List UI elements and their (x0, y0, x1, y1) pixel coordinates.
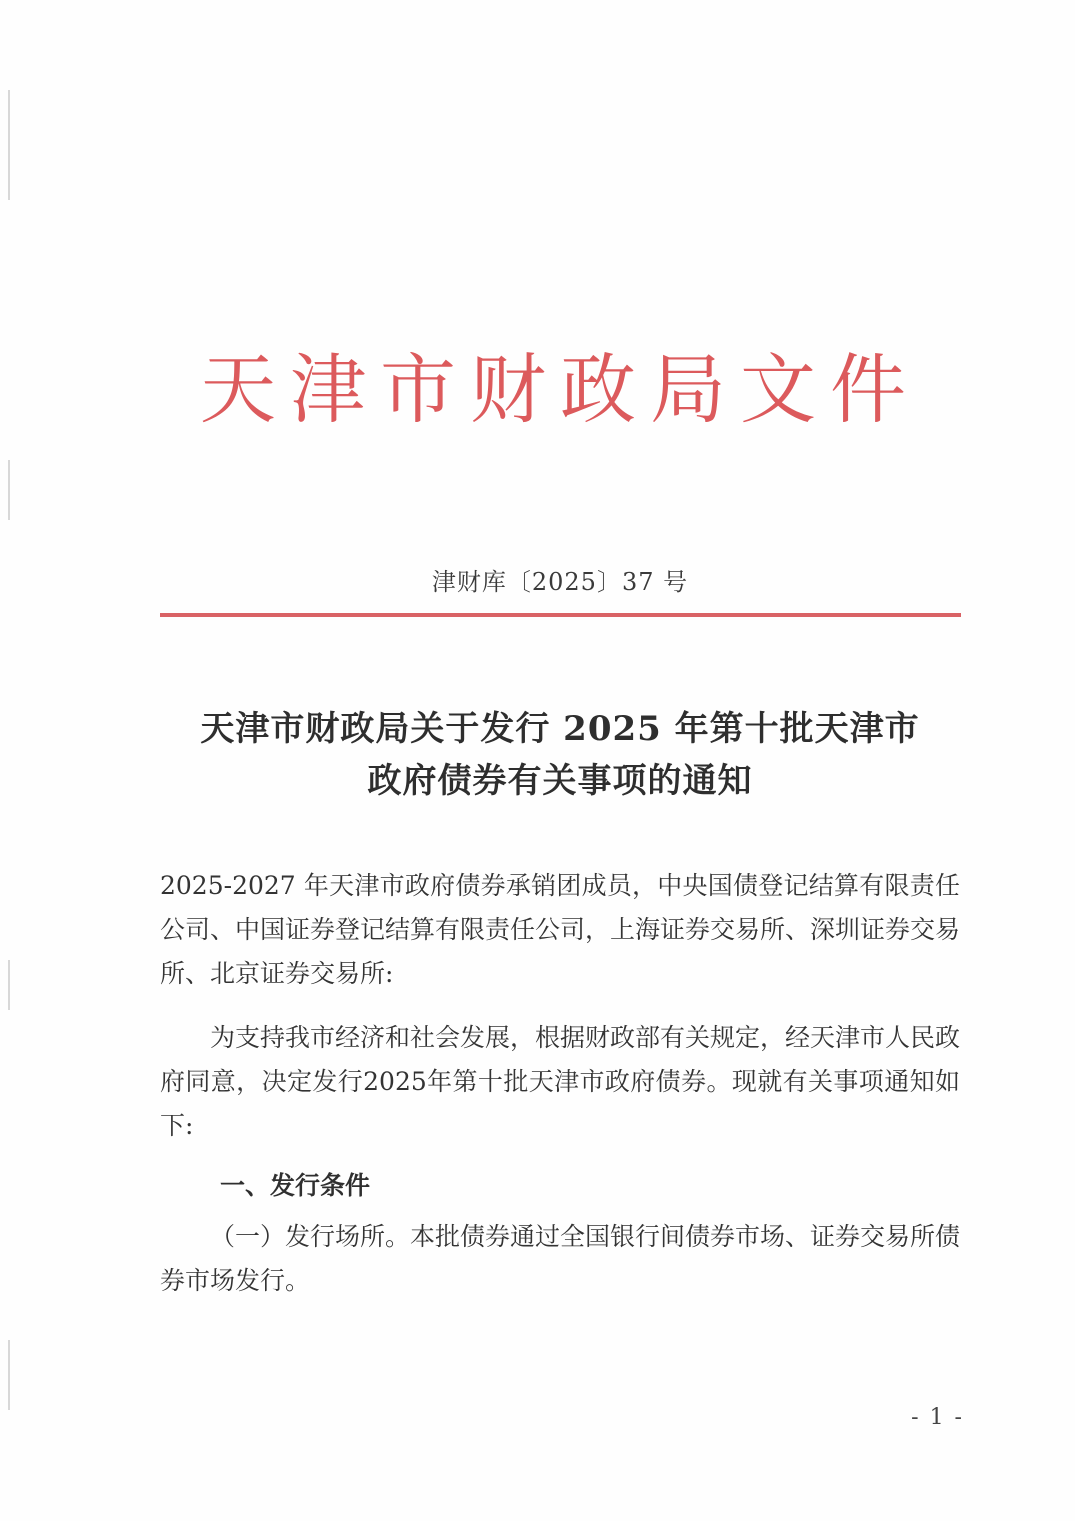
issuance-venue-paragraph: （一）发行场所。本批债券通过全国银行间债券市场、证券交易所债券市场发行。 (160, 1222, 961, 1295)
addressee-paragraph: 2025-2027 年天津市政府债券承销团成员，中央国债登记结算有限责任公司、中国证券登记结算有限责任公司，上海证券交易所、深圳证券交易所、北京证券交易所: (160, 871, 961, 988)
scan-edge-mark (8, 460, 10, 520)
page-number: - 1 - (911, 1405, 964, 1430)
section-heading-issuance-conditions: 一、发行条件 (220, 1171, 371, 1200)
notice-title-line-1: 天津市财政局关于发行 2025 年第十批天津市 (200, 709, 920, 749)
issuer-red-header: 天津市财政局文件 (200, 345, 920, 434)
intro-paragraph: 为支持我市经济和社会发展，根据财政部有关规定，经天津市人民政府同意，决定发行2025年第十批天津市政府债券。现就有关事项通知如下: (160, 1023, 961, 1140)
scan-edge-mark (8, 960, 10, 1010)
scan-edge-mark (8, 1340, 10, 1410)
notice-title (160, 703, 960, 807)
red-separator-line (160, 613, 961, 617)
scan-edge-mark (8, 90, 10, 200)
notice-title-line-2: 政府债券有关事项的通知 (367, 761, 753, 801)
document-number: 津财库〔2025〕37 号 (431, 568, 689, 596)
